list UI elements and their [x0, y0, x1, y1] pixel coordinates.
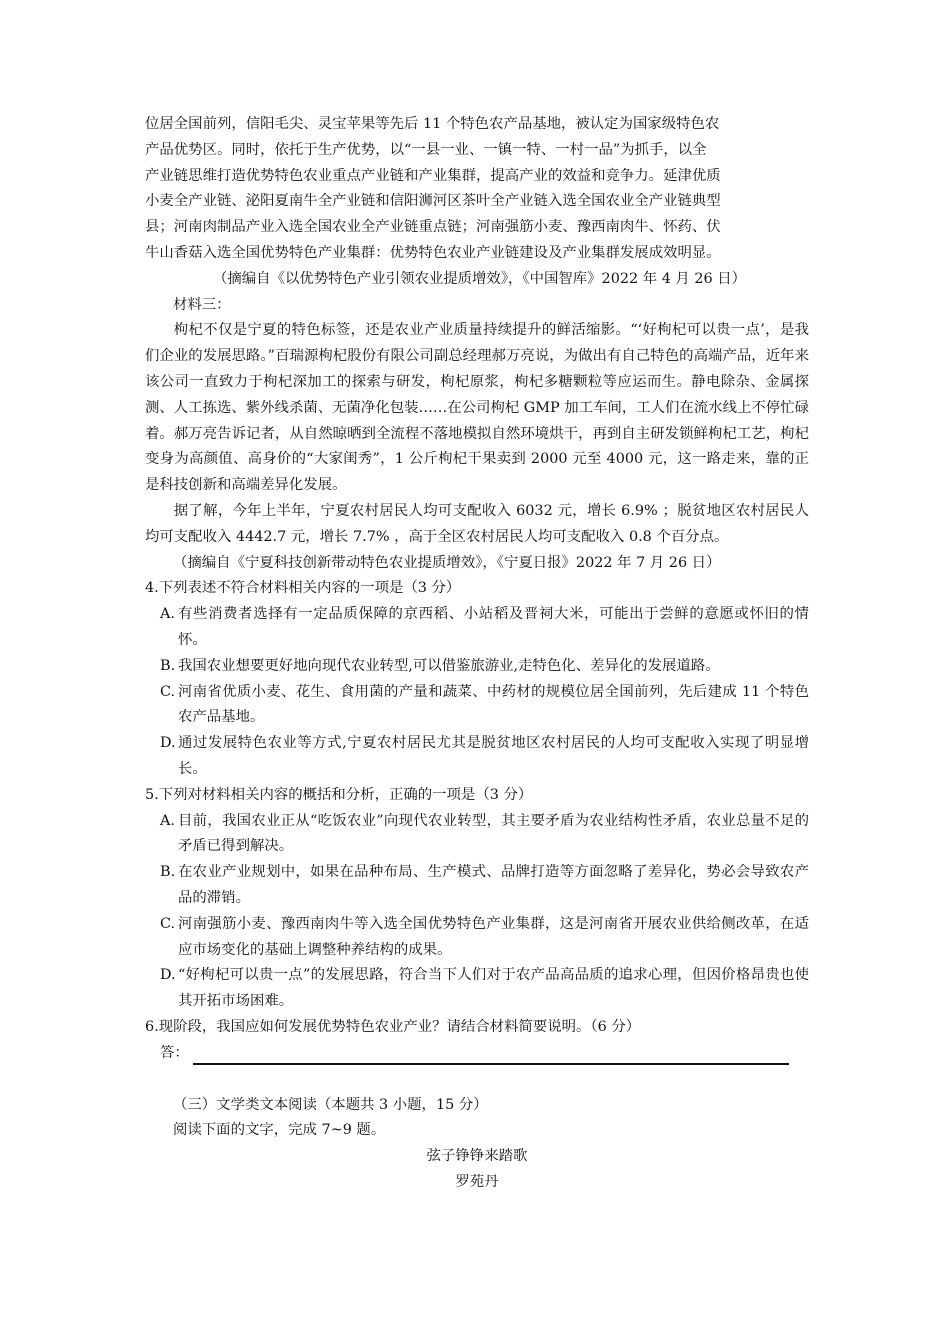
- option-text: 通过发展特色农业等方式,宁夏农村居民尤其是脱贫地区农村居民的人均可支配收入实现了明显增长。: [178, 735, 809, 777]
- option-text: “好枸杞可以贵一点”的发展思路，符合当下人们对于农产品高品质的追求心理，但因价格昂贵也使其开拓市场困难。: [178, 967, 809, 1010]
- option-b: [145, 860, 809, 912]
- article-author: 罗苑丹: [455, 1174, 499, 1191]
- option-b: [145, 654, 809, 680]
- option-letter: A.: [160, 812, 175, 829]
- option-letter: B.: [160, 657, 176, 674]
- section-instruction: 阅读下面的文字，完成 7~9 题。: [173, 1122, 386, 1139]
- option-a: [145, 809, 809, 861]
- section-three: [145, 1093, 809, 1196]
- question-stem: 4.下列表述不符合材料相关内容的一项是（3 分）: [145, 580, 461, 597]
- source-citation: （摘编自《以优势特色产业引领农业提质增效》，《中国智库》2022 年 4 月 26 日）: [213, 270, 747, 287]
- section-heading: （三）文学类文本阅读（本题共 3 小题，15 分）: [173, 1096, 488, 1113]
- option-letter: C.: [160, 683, 176, 700]
- option-c: [145, 680, 809, 732]
- option-text: 河南省优质小麦、花生、食用菌的产量和蔬菜、中药材的规模位居全国前列，先后建成 11 个特色农产品基地。: [178, 683, 809, 726]
- question-stem: 6.现阶段，我国应如何发展优势特色农业产业？请结合材料简要说明。（6 分）: [145, 1018, 641, 1035]
- option-letter: D.: [160, 967, 176, 984]
- option-letter: A.: [160, 606, 175, 623]
- question-stem: 5.下列对材料相关内容的概括和分析，正确的一项是（3 分）: [145, 786, 533, 803]
- option-letter: C.: [160, 915, 176, 932]
- option-a: [145, 602, 809, 654]
- text-line: 县；河南肉制品产业入选全国农业全产业链重点链；河南强筋小麦、豫西南肉牛、怀药、伏: [145, 219, 721, 236]
- option-text: 有些消费者选择有一定品质保障的京西稻、小站稻及晋祠大米，可能出于尝鲜的意愿或怀旧的情怀。: [178, 606, 809, 648]
- option-c: [145, 912, 809, 964]
- text-line: 位居全国前列，信阳毛尖、灵宝苹果等先后 11 个特色农产品基地，被认定为国家级特色农: [145, 116, 720, 132]
- answer-line[interactable]: [193, 1063, 789, 1065]
- material-three: [145, 293, 809, 577]
- text-line: 产品优势区。同时，依托于生产优势，以“一县一业、一镇一特、一村一品”为抓手，以全: [145, 141, 707, 158]
- option-d: [145, 731, 809, 783]
- option-d: [145, 963, 809, 1015]
- option-text: 河南强筋小麦、豫西南肉牛等入选全国优势特色产业集群，这是河南省开展农业供给侧改革，在适应市场变化的基础上调整种养结构的成果。: [178, 915, 809, 958]
- text-line: 小麦全产业链、泌阳夏南牛全产业链和信阳浉河区茶叶全产业链入选全国农业全产业链典型: [145, 193, 721, 210]
- material-label: 材料三：: [173, 296, 231, 313]
- option-text: 我国农业想要更好地向现代农业转型,可以借鉴旅游业,走特色化、差异化的发展道路。: [178, 657, 720, 674]
- question-4: [145, 576, 809, 782]
- source-citation: （摘编自《宁夏科技创新带动特色农业提质增效》，《宁夏日报》2022 年 7 月 26 日）: [173, 554, 721, 571]
- option-letter: B.: [160, 864, 176, 881]
- question-6: [145, 1015, 809, 1069]
- question-5: [145, 783, 809, 1015]
- paragraph: 枸杞不仅是宁夏的特色标签，还是农业产业质量持续提升的鲜活缩影。“‘好枸杞可以贵一点’，是我们企业的发展思路。”百瑞源枸杞股份有限公司副总经理郝万亮说，为做出有自己特色的高端产品，近年来该公司一直致力于枸杞深加工的探索与研发，枸杞原浆，枸杞多糖颗粒等应运而生。静电除杂、金属探测、人工拣选、紫外线杀菌、无菌净化包装……在公司枸杞 GMP 加工车间，工人们在流水线上不停忙碌着。郝万亮告诉记者，从自然晾晒到全流程不落地模拟自然环境烘干，再到自主研发锁鲜枸杞工艺，枸杞变身为高颜值、高身价的“大家闺秀”，1 公斤枸杞干果卖到 2000 元至 4000 元，这一路走来，靠的正是科技创新和高端差异化发展。: [145, 322, 809, 494]
- article-title: 弦子铮铮来踏歌: [426, 1148, 528, 1165]
- option-text: 目前，我国农业正从“吃饭农业”向现代农业转型，其主要矛盾为农业结构性矛盾，农业总量不足的矛盾已得到解决。: [178, 812, 809, 855]
- text-line: 产业链思维打造优势特色农业重点产业链和产业集群，提高产业的效益和竞争力。延津优质: [145, 167, 721, 184]
- paragraph: 据了解，今年上半年，宁夏农村居民人均可支配收入 6032 元，增长 6.9% ；脱贫地区农村居民人均可支配收入 4442.7 元，增长 7.7% ，高于全区农村居民人均可支配收入 0.8 个百分点。: [145, 502, 809, 545]
- answer-label: 答：: [160, 1044, 189, 1061]
- material-two-tail: [145, 112, 809, 293]
- answer-area[interactable]: [145, 1041, 809, 1069]
- text-line: 牛山香菇入选全国优势特色产业集群：优势特色农业产业链建设及产业集群发展成效明显。: [145, 244, 721, 261]
- option-text: 在农业产业规划中，如果在品种布局、生产模式、品牌打造等方面忽略了差异化，势必会导致农产品的滞销。: [178, 864, 809, 906]
- exam-page: [145, 112, 809, 1196]
- option-letter: D.: [160, 735, 176, 752]
